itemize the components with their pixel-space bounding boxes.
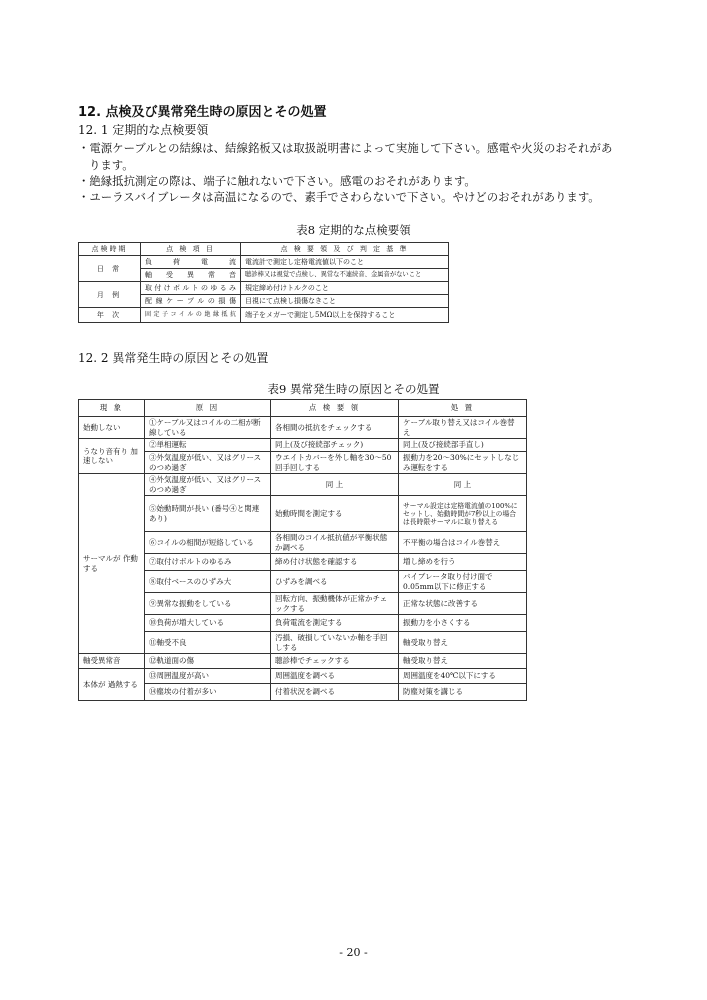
cause-cell: ⑭塵埃の付着が多い	[145, 684, 271, 701]
table-row	[79, 615, 527, 632]
bullet-2: ・絶縁抵抗測定の際は、端子に触れないで下さい。感電のおそれがあります。	[78, 174, 476, 188]
header-cell: 原 因	[145, 400, 271, 417]
bullet-1-line-1: ・電源ケーブルとの結線は、結線銘板又は取扱説明書によって実施して下さい。感電や火災のおそれがあ	[78, 141, 613, 155]
criteria-cell: 規定締め付けトルクのこと	[241, 282, 449, 295]
inspection-cell: 負荷電流を測定する	[271, 615, 399, 632]
table-8-caption: 表8 定期的な点検要領	[296, 223, 411, 237]
table-row	[79, 452, 527, 474]
table-row	[79, 532, 527, 554]
phenomenon-cell: 軸受異常音	[79, 654, 145, 669]
remedy-cell: 増し締めを行う	[399, 554, 527, 571]
inspection-cell: ひずみを調べる	[271, 571, 399, 593]
inspection-cell: 各相間の抵抗をチェックする	[271, 417, 399, 439]
cause-cell: ⑨異常な振動をしている	[145, 593, 271, 615]
table-row	[79, 654, 527, 669]
table-row	[79, 308, 449, 323]
bullet-1	[78, 140, 648, 174]
cause-cell: ④外気温度が低い、又はグリースのつめ過ぎ	[145, 474, 271, 496]
section-heading-12-1: 12. 1 定期的な点検要領	[78, 123, 209, 137]
section-heading-12-2: 12. 2 異常発生時の原因とその処置	[78, 351, 269, 365]
table-row	[79, 474, 527, 496]
table-9-caption: 表9 異常発生時の原因とその処置	[267, 382, 440, 396]
item-cell: 固定子コイルの絶縁抵抗	[141, 308, 241, 323]
period-cell: 年 次	[79, 308, 141, 323]
header-cell: 点 検 要 領	[271, 400, 399, 417]
inspection-cell: 聴診棒でチェックする	[271, 654, 399, 669]
cause-cell: ⑩負荷が増大している	[145, 615, 271, 632]
inspection-cell: 汚損、破損していないか軸を手回しする	[271, 632, 399, 654]
cause-cell: ⑤始動時間が長い (番号④と関連あり)	[145, 496, 271, 532]
table-row	[79, 256, 449, 269]
inspection-cell: 各相間のコイル抵抗値が平衡状態か調べる	[271, 532, 399, 554]
table-row	[79, 417, 527, 439]
table-row	[79, 554, 527, 571]
table-row	[79, 669, 527, 684]
remedy-cell: 防塵対策を講じる	[399, 684, 527, 701]
page-title: 12. 点検及び異常発生時の原因とその処置	[78, 105, 327, 120]
inspection-cell: 始動時間を測定する	[271, 496, 399, 532]
table-row	[79, 439, 527, 452]
remedy-cell: 軸受取り替え	[399, 654, 527, 669]
remedy-cell: ケーブル取り替え又はコイル巻替え	[399, 417, 527, 439]
cause-cell: ⑥コイルの相間が短絡している	[145, 532, 271, 554]
inspection-cell: ウエイトカバーを外し軸を30～50回手回しする	[271, 452, 399, 474]
table-row	[79, 632, 527, 654]
page-number: - 20 -	[339, 946, 368, 959]
table-row	[79, 684, 527, 701]
bullet-1-line-2: ります。	[89, 158, 134, 172]
inspection-cell: 締め付け状態を確認する	[271, 554, 399, 571]
inspection-cell: 同上(及び接続部チェック)	[271, 439, 399, 452]
remedy-cell: 振動力を20～30%にセットしなじみ運転をする	[399, 452, 527, 474]
remedy-cell: 正常な状態に改善する	[399, 593, 527, 615]
cause-cell: ⑪軸受不良	[145, 632, 271, 654]
header-cell: 処 置	[399, 400, 527, 417]
troubleshooting-table	[78, 399, 527, 701]
remedy-cell: 同 上	[399, 474, 527, 496]
period-cell: 月 例	[79, 282, 141, 308]
criteria-cell: 聴診棒又は視覚で点検し、異常な不連続音、金属音がないこと	[241, 269, 449, 282]
remedy-cell: バイブレータ取り付け面で0.05mm以下に修正する	[399, 571, 527, 593]
periodic-inspection-table	[78, 242, 449, 323]
remedy-cell: 周囲温度を40℃以下にする	[399, 669, 527, 684]
remedy-cell: サーマル設定は定格電流値の100%にセットし、始動時間が7秒以上の場合は長時限サーマルに取り替える	[399, 496, 527, 532]
inspection-cell: 付着状況を調べる	[271, 684, 399, 701]
cause-cell: ②単相運転	[145, 439, 271, 452]
bullet-3: ・ユーラスバイブレータは高温になるので、素手でさわらないで下さい。やけどのおそれがあります。	[78, 190, 600, 204]
cause-cell: ⑧取付ベースのひずみ大	[145, 571, 271, 593]
table-header-row	[79, 400, 527, 417]
cause-cell: ③外気温度が低い、又はグリースのつめ過ぎ	[145, 452, 271, 474]
phenomenon-cell: 本体が 過熱する	[79, 669, 145, 701]
remedy-cell: 振動力を小さくする	[399, 615, 527, 632]
cause-cell: ①ケーブル又はコイルの二相が断線している	[145, 417, 271, 439]
header-cell: 現 象	[79, 400, 145, 417]
remedy-cell: 不平衡の場合はコイル巻替え	[399, 532, 527, 554]
header-cell: 点 検 要 領 及 び 判 定 基 準	[241, 243, 449, 256]
inspection-cell: 同 上	[271, 474, 399, 496]
header-cell: 点 検 項 目	[141, 243, 241, 256]
period-cell: 日 常	[79, 256, 141, 282]
item-cell: 取付けボルトのゆるみ	[141, 282, 241, 295]
table-row	[79, 282, 449, 295]
inspection-cell: 周囲温度を調べる	[271, 669, 399, 684]
table-header-row	[79, 243, 449, 256]
cause-cell: ⑫軌道面の傷	[145, 654, 271, 669]
item-cell: 軸 受 異 常 音	[141, 269, 241, 282]
remedy-cell: 同上(及び接続部手直し)	[399, 439, 527, 452]
table-row	[79, 593, 527, 615]
criteria-cell: 目視にて点検し損傷なきこと	[241, 295, 449, 308]
cause-cell: ⑦取付けボルトのゆるみ	[145, 554, 271, 571]
table-row	[79, 496, 527, 532]
criteria-cell: 電流計で測定し定格電流値以下のこと	[241, 256, 449, 269]
criteria-cell: 端子をメガーで測定し5MΩ以上を保持すること	[241, 308, 449, 323]
inspection-cell: 回転方向、振動機体が正常かチェックする	[271, 593, 399, 615]
phenomenon-cell: サーマルが 作動する	[79, 474, 145, 654]
remedy-cell: 軸受取り替え	[399, 632, 527, 654]
phenomenon-cell: うなり音有り 加速しない	[79, 439, 145, 474]
cause-cell: ⑬周囲温度が高い	[145, 669, 271, 684]
table-row	[79, 571, 527, 593]
item-cell: 負 荷 電 流	[141, 256, 241, 269]
header-cell: 点検時期	[79, 243, 141, 256]
item-cell: 配線ケーブルの損傷	[141, 295, 241, 308]
phenomenon-cell: 始動しない	[79, 417, 145, 439]
